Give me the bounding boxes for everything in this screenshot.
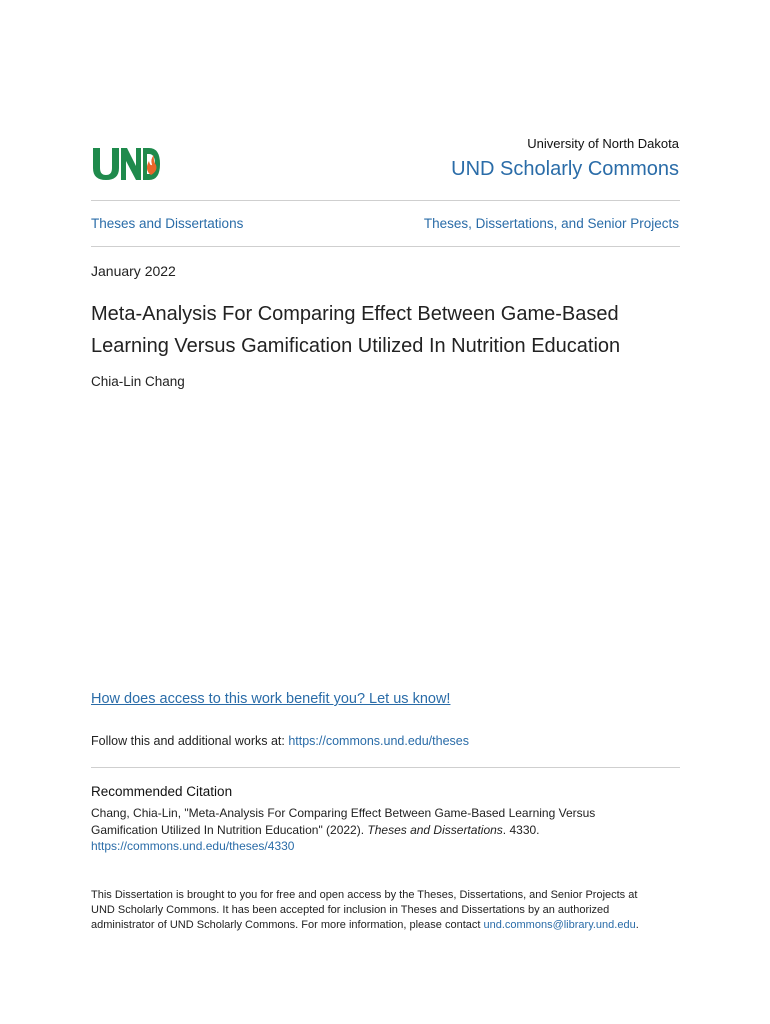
follow-line bbox=[91, 734, 469, 748]
divider-nav bbox=[91, 246, 680, 247]
theses-dissertations-link[interactable]: Theses and Dissertations bbox=[91, 216, 244, 231]
access-notice bbox=[91, 888, 681, 933]
document-title bbox=[91, 298, 681, 362]
notice-line-3: administrator of UND Scholarly Commons. For more information, please contact bbox=[91, 919, 484, 931]
university-name: University of North Dakota bbox=[527, 136, 679, 151]
citation-heading: Recommended Citation bbox=[91, 784, 233, 799]
title-line-1: Meta-Analysis For Comparing Effect Between Game-Based bbox=[91, 303, 619, 325]
divider-citation bbox=[91, 767, 680, 768]
citation-line-1: Chang, Chia-Lin, "Meta-Analysis For Comparing Effect Between Game-Based Learning Versus bbox=[91, 806, 596, 820]
follow-label: Follow this and additional works at: bbox=[91, 734, 289, 748]
citation-series: Theses and Dissertations bbox=[367, 822, 503, 837]
citation-url-link[interactable]: https://commons.und.edu/theses/4330 bbox=[91, 839, 295, 853]
feedback-link[interactable]: How does access to this work benefit you? Let us know! bbox=[91, 691, 451, 707]
notice-end: . bbox=[635, 919, 639, 931]
title-line-2: Learning Versus Gamification Utilized In Nutrition Education bbox=[91, 335, 621, 357]
recommended-citation bbox=[91, 805, 681, 855]
notice-line-2: UND Scholarly Commons. It has been accepted for inclusion in Theses and Dissertations by an authorized bbox=[91, 904, 610, 916]
citation-line-2: Gamification Utilized In Nutrition Education" (2022). bbox=[91, 822, 368, 837]
theses-collection-link[interactable]: https://commons.und.edu/theses bbox=[288, 734, 469, 748]
scholarly-commons-link[interactable]: UND Scholarly Commons bbox=[451, 158, 679, 180]
contact-email-link[interactable]: und.commons@library.und.edu bbox=[483, 919, 636, 931]
und-logo[interactable] bbox=[91, 146, 161, 182]
publication-date: January 2022 bbox=[91, 263, 176, 279]
notice-line-1: This Dissertation is brought to you for free and open access by the Theses, Dissertations, and Senior Projects at bbox=[91, 889, 638, 901]
divider-top bbox=[91, 200, 680, 201]
author-name: Chia-Lin Chang bbox=[91, 374, 185, 389]
senior-projects-link[interactable]: Theses, Dissertations, and Senior Projects bbox=[423, 216, 679, 231]
citation-number: . 4330. bbox=[502, 822, 540, 837]
